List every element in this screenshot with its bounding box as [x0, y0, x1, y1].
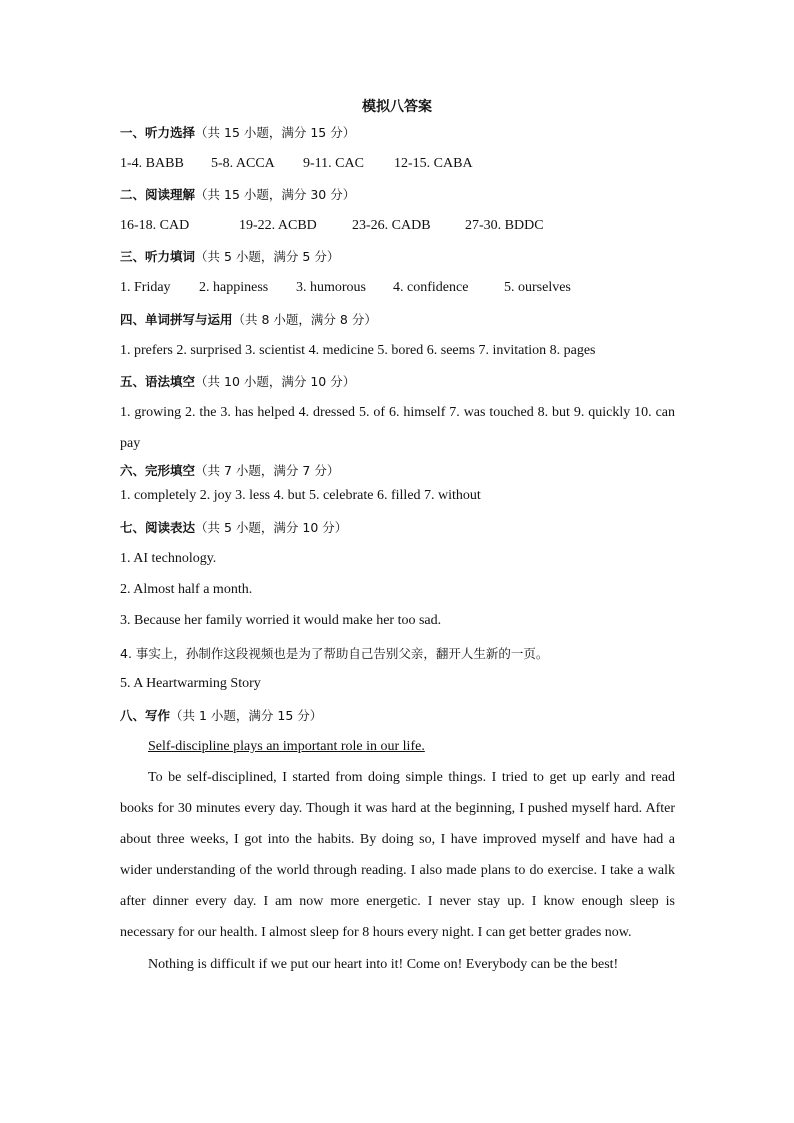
- section-heading-text: 四、单词拼写与运用: [120, 312, 233, 327]
- answer-item: 4. confidence: [393, 280, 469, 295]
- section-3-heading: [120, 248, 675, 266]
- answer-item: 5. ourselves: [504, 280, 571, 295]
- section-4-heading: [120, 311, 675, 329]
- answer-item: 1. Friday: [120, 280, 171, 295]
- answer-group: 16-18. CAD: [120, 218, 190, 233]
- section-7-answer-5: 5. A Heartwarming Story: [120, 676, 261, 691]
- answer-group: 23-26. CADB: [352, 218, 431, 233]
- section-heading-text: 三、听力填词: [120, 249, 196, 264]
- section-5-answers-line1: 1. growing 2. the 3. has helped 4. dressed 5. of 6. himself 7. was touched 8. but 9. quickly 10. can: [120, 405, 675, 420]
- answer-group: 1-4. BABB: [120, 156, 184, 171]
- section-1-heading: [120, 124, 675, 142]
- section-score-note: （共 5 小题，满分 5 分）: [195, 249, 340, 264]
- section-heading-text: 七、阅读表达: [120, 520, 196, 535]
- section-score-note: （共 15 小题，满分 30 分）: [195, 187, 356, 202]
- essay-line: To be self-disciplined, I started from doing simple things. I tried to get up early and read: [148, 770, 675, 785]
- essay-line: after dinner every day. I am now more energetic. I never stay up. I know enough sleep is: [120, 894, 675, 909]
- section-score-note: （共 15 小题，满分 15 分）: [195, 125, 356, 140]
- section-heading-text: 二、阅读理解: [120, 187, 196, 202]
- page-title: 模拟八答案: [362, 99, 432, 115]
- essay-closing: Nothing is difficult if we put our heart into it! Come on! Everybody can be the best!: [148, 957, 619, 972]
- section-7-answer-1: 1. AI technology.: [120, 551, 217, 566]
- section-1-answers: [120, 155, 675, 173]
- essay-line: wider understanding of the world through reading. I also made plans to do exercise. I take a walk: [120, 863, 675, 878]
- section-score-note: （共 7 小题，满分 7 分）: [195, 463, 340, 478]
- answer-group: 27-30. BDDC: [465, 218, 544, 233]
- answer-group: 9-11. CAC: [303, 156, 364, 171]
- answer-item: 3. humorous: [296, 280, 366, 295]
- section-7-heading: [120, 519, 675, 537]
- answer-group: 5-8. ACCA: [211, 156, 275, 171]
- section-7-answer-2: 2. Almost half a month.: [120, 582, 253, 597]
- section-heading-text: 一、听力选择: [120, 125, 196, 140]
- section-heading-text: 六、完形填空: [120, 463, 196, 478]
- section-6-answers: 1. completely 2. joy 3. less 4. but 5. celebrate 6. filled 7. without: [120, 488, 481, 503]
- section-7-answer-3: 3. Because her family worried it would make her too sad.: [120, 613, 442, 628]
- essay-line: about three weeks, I got into the habits. By doing so, I have improved myself and have had a: [120, 832, 675, 847]
- answer-group: 19-22. ACBD: [239, 218, 317, 233]
- section-6-heading: [120, 462, 675, 480]
- section-score-note: （共 8 小题，满分 8 分）: [232, 312, 377, 327]
- section-heading-text: 五、语法填空: [120, 374, 196, 389]
- essay-heading-line: [148, 738, 675, 756]
- section-4-answers: 1. prefers 2. surprised 3. scientist 4. medicine 5. bored 6. seems 7. invitation 8. pages: [120, 343, 596, 358]
- answer-group: 12-15. CABA: [394, 156, 473, 171]
- essay-line: necessary for our health. I almost sleep for 8 hours every night. I can get better grades now.: [120, 925, 632, 940]
- section-7-answer-4: 4. 事实上，孙制作这段视频也是为了帮助自己告别父亲，翻开人生新的一页。: [120, 646, 549, 661]
- section-3-answers: [120, 279, 675, 297]
- essay-line: books for 30 minutes every day. Though it was hard at the beginning, I pushed myself hard. After: [120, 801, 675, 816]
- section-2-answers: [120, 217, 675, 235]
- answer-item: 2. happiness: [199, 280, 269, 295]
- section-2-heading: [120, 186, 675, 204]
- section-5-heading: [120, 373, 675, 391]
- section-score-note: （共 1 小题，满分 15 分）: [170, 708, 323, 723]
- section-5-answers-line2: pay: [120, 436, 141, 451]
- section-score-note: （共 10 小题，满分 10 分）: [195, 374, 356, 389]
- section-score-note: （共 5 小题，满分 10 分）: [195, 520, 348, 535]
- section-8-heading: [120, 707, 675, 725]
- section-heading-text: 八、写作: [120, 708, 171, 723]
- essay-heading: Self-discipline plays an important role in our life.: [148, 739, 425, 754]
